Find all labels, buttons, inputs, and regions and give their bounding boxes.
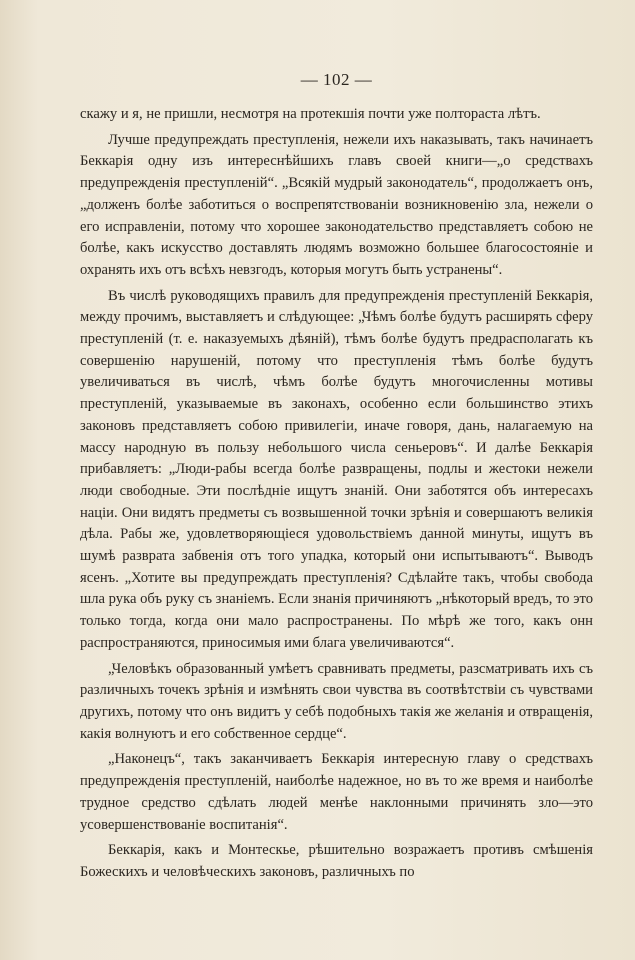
- paragraph: Въ числѣ руководящихъ правилъ для предупрежденія преступленій Беккарія, между прочимъ, выставляетъ и слѣдующее: „Чѣмъ болѣе будутъ расширять сферу преступленій (т. е. наказуемыхъ дѣяній), тѣмъ болѣе будутъ предрасполагать къ совершенію нарушеній, потому что преступленія тѣмъ болѣе будутъ увеличиваться въ числѣ, чѣмъ болѣе будутъ многочисленны мотивы преступленій, указываемые въ законахъ, особенно если большинство этихъ законовъ представляетъ собою привилегіи, иначе говоря, дань, налагаемую на массу народную въ пользу небольшого числа сеньеровъ“. И далѣе Беккарія прибавляетъ: „Люди-рабы всегда болѣе развращены, подлы и жестоки нежели люди свободные. Эти послѣдніе ищутъ знаній. Они заботятся объ интересахъ націи. Они видятъ предметы съ возвышенной точки зрѣнія и совершаютъ великія дѣла. Рабы же, удовлетворяющіеся удовольствіемъ данной минуты, ищутъ въ шумѣ разврата забвенія отъ того упадка, который они испытываютъ“. Выводъ ясенъ. „Хотите вы предупреждать преступленія? Сдѣлайте такъ, чтобы свобода шла рука объ руку съ знаніемъ. Если знанія причиняютъ „нѣкоторый вредъ, то это только тогда, когда они мало распространены. По мѣрѣ же того, какъ онн распространяются, приносимыя ими блага увеличиваются“.: [80, 287, 593, 651]
- paragraph: скажу и я, не пришли, несмотря на протекшія почти уже полтораста лѣтъ.: [80, 106, 541, 122]
- paragraph: „Наконецъ“, такъ заканчиваетъ Беккарія интересную главу о средствахъ предупрежденія преступленій, наиболѣе надежное, но въ то же время и наиболѣе трудное средство сдѣлать людей менѣе наклонными причинять зло—это усовершенствованіе воспитанія“.: [80, 751, 593, 833]
- paragraph: Лучше предупреждать преступленія, нежели ихъ наказывать, такъ начинаетъ Беккарія одну изъ интереснѣйшихъ главъ своей книги—„о средствахъ предупрежденія преступленій“. „Всякій мудрый законодатель“, продолжаетъ онъ, „долженъ болѣе заботиться о воспрепятствованіи возникновенію зла, нежели о его исправленіи, потому что хорошее законодательство представляетъ собою не болѣе, какъ искусство доставлять людямъ возможно большее благосостояніе и охранять ихъ отъ всѣхъ невзгодъ, которыя могутъ быть устранены“.: [80, 131, 593, 278]
- paragraph: Беккарія, какъ и Монтескье, рѣшительно возражаетъ противъ смѣшенія Божескихъ и человѣческихъ законовъ, различныхъ по: [80, 842, 593, 880]
- page-number: — 102 —: [300, 70, 373, 89]
- paragraph: „Человѣкъ образованный умѣетъ сравнивать предметы, разсматривать ихъ съ различныхъ точекъ зрѣнія и измѣнять свои чувства въ соотвѣтствіи съ чувствами другихъ, потому что онъ видитъ у себѣ подобныхъ такія же желанія и отвращенія, какія волнуютъ и его собственное сердце“.: [80, 660, 593, 742]
- body-text: [80, 104, 593, 884]
